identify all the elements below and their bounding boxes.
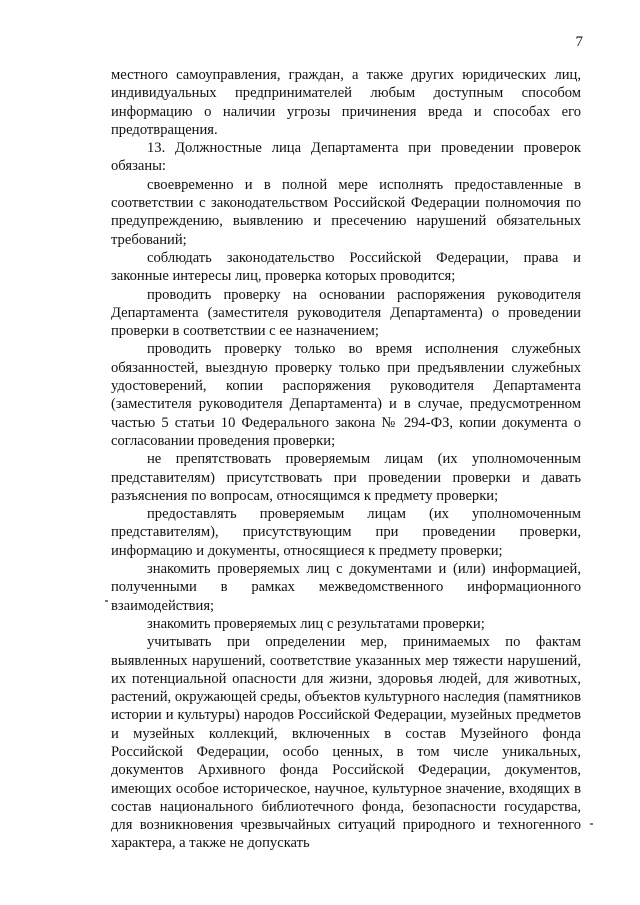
paragraph-clause-13: 13. Должностные лица Департамента при проведении проверок обязаны: [111,140,581,175]
page-number: 7 [575,34,583,50]
paragraph-duty-consider-measures: учитывать при определении мер, принимаемых по фактам выявленных нарушений, соответствие указанных мер тяжести нарушений, их потенциальной опасности для жизни, здоровья людей, для животных, растений, окружающей среды, объектов культурного наследия (памятников истории и культуры) народов Российской Федерации, музейных предметов и музейных коллекций, включенных в состав Музейного фонда Российской Федерации, особо ценных, в том числе уникальных, документов Архивного фонда Российской Федерации, документов, имеющих особое историческое, научное, культурное значение, входящих в состав национального библиотечного фонда, безопасности государства, для возникновения чрезвычайных ситуаций природного и техногенного характера, а также не допускать [111,634,581,852]
document-body [111,66,581,853]
scan-speck [590,823,593,825]
scan-speck [105,600,108,602]
paragraph-duty-familiarize-documents: знакомить проверяемых лиц с документами и (или) информацией, полученными в рамках межведомственного информационного взаимодействия; [111,561,581,614]
paragraph-duty-not-obstruct: не препятствовать проверяемым лицам (их уполномоченным представителям) присутствовать при проведении проверки и давать разъяснения по вопросам, относящимся к предмету проверки; [111,451,581,504]
paragraph-duty-official-hours: проводить проверку только во время исполнения служебных обязанностей, выездную проверку только при предъявлении служебных удостоверений, копии распоряжения руководителя Департамента (заместителя руководителя Департамента) и в случае, предусмотренном частью 5 статьи 10 Федерального закона № 294-ФЗ, копии документа о согласовании проведения проверки; [111,341,581,449]
paragraph-duty-familiarize-results: знакомить проверяемых лиц с результатами проверки; [147,615,485,632]
paragraph-duty-order-basis: проводить проверку на основании распоряжения руководителя Департамента (заместителя руководителя Департамента) о проведении проверки в соответствии с ее назначением; [111,286,581,340]
paragraph-duty-provide-info: предоставлять проверяемым лицам (их уполномоченным представителям), присутствующим при проведении проверки, информацию и документы, относящиеся к предмету проверки; [111,506,581,559]
paragraph-duty-comply-law: соблюдать законодательство Российской Федерации, права и законные интересы лиц, проверка которых проводится; [111,249,581,285]
paragraph-duty-exercise-powers: своевременно и в полной мере исполнять предоставленные в соответствии с законодательством Российской Федерации полномочия по предупреждению, выявлению и пресечению нарушений обязательных требований; [111,176,581,248]
paragraph-continuation: местного самоуправления, граждан, а также других юридических лиц, индивидуальных предпринимателей любым доступным способом информацию о наличии угрозы причинения вреда и способах его предотвращения. [111,67,581,138]
